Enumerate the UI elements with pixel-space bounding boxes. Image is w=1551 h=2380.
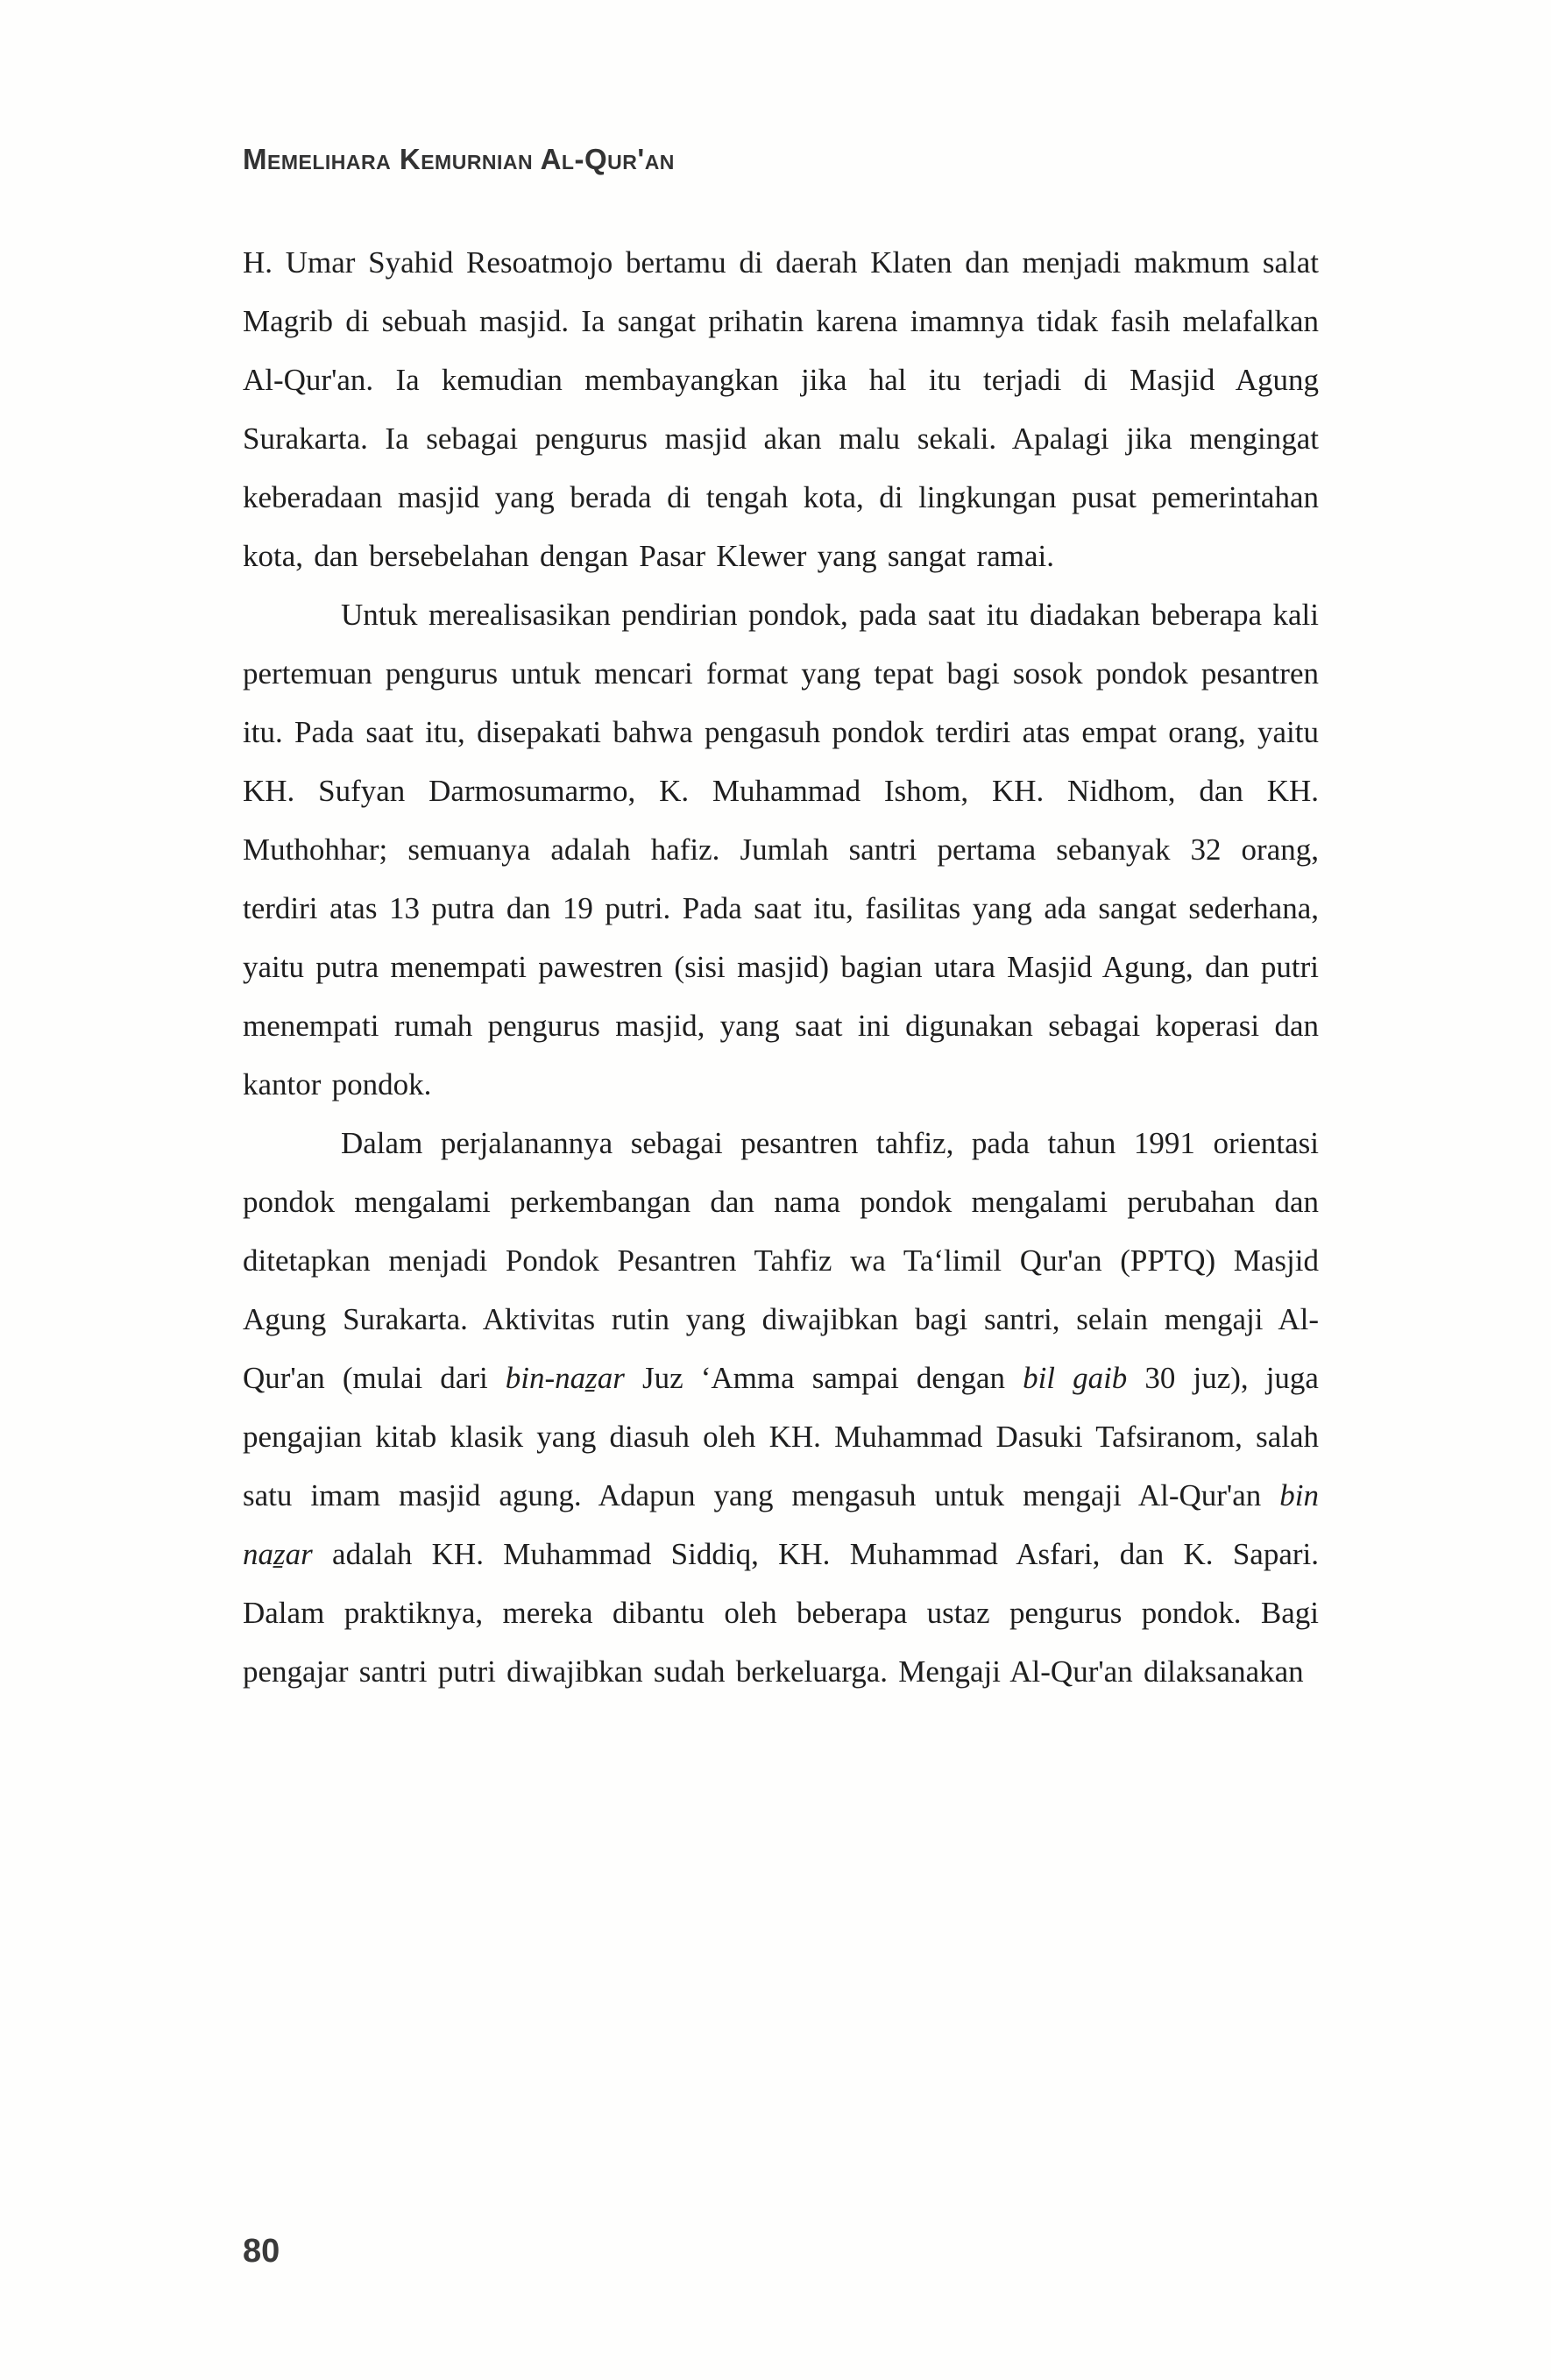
text-run: adalah KH. Muhammad Siddiq, KH. Muhammad Asfari, dan K. Sapari. Dalam praktiknya, mereka dibantu oleh beberapa ustaz pengurus pondok. Bagi pengajar santri putri diwajibkan sudah berkeluarga. Mengaji Al-Qur'an dilaksanakan [243, 1537, 1319, 1689]
italic-text-run: bin naẕar [243, 1478, 1319, 1571]
paragraph [243, 233, 1319, 585]
text-run: Untuk merealisasikan pendirian pondok, pada saat itu diadakan beberapa kali pertemuan pengurus untuk mencari format yang tepat bagi sosok pondok pesantren itu. Pada saat itu, disepakati bahwa pengasuh pondok terdiri atas empat orang, yaitu KH. Sufyan Darmosumarmo, K. Muhammad Ishom, KH. Nidhom, dan KH. Muthohhar; semuanya adalah hafiz. Jumlah santri pertama sebanyak 32 orang, terdiri atas 13 putra dan 19 putri. Pada saat itu, fasilitas yang ada sangat sederhana, yaitu putra menempati pawestren (sisi masjid) bagian utara Masjid Agung, dan putri menempati rumah pengurus masjid, yang saat ini digunakan sebagai koperasi dan kantor pondok. [243, 598, 1319, 1101]
text-run: Juz ‘Amma sampai dengan [624, 1361, 1023, 1395]
paragraph [243, 585, 1319, 1114]
page-number: 80 [243, 2233, 280, 2270]
text-run: Dalam perjalanannya sebagai pesantren tahfiz, pada tahun 1991 orientasi pondok mengalami perkembangan dan nama pondok mengalami perubahan dan ditetapkan menjadi Pondok Pesantren Tahfiz wa Ta‘limil Qur'an (PPTQ) Masjid Agung Surakarta. Aktivitas rutin yang diwajibkan bagi santri, selain mengaji Al-Qur'an (mulai dari [243, 1126, 1319, 1395]
italic-text-run: bil gaib [1023, 1361, 1128, 1395]
body-text [243, 233, 1319, 1701]
running-header: Memelihara Kemurnian Al-Qur'an [243, 143, 675, 175]
paragraph [243, 1114, 1319, 1701]
text-run: 30 juz), juga pengajian kitab klasik yang diasuh oleh KH. Muhammad Dasuki Tafsiranom, salah satu imam masjid agung. Adapun yang mengasuh untuk mengaji Al-Qur'an [243, 1361, 1319, 1512]
text-run: H. Umar Syahid Resoatmojo bertamu di daerah Klaten dan menjadi makmum salat Magrib di sebuah masjid. Ia sangat prihatin karena imamnya tidak fasih melafalkan Al-Qur'an. Ia kemudian membayangkan jika hal itu terjadi di Masjid Agung Surakarta. Ia sebagai pengurus masjid akan malu sekali. Apalagi jika mengingat keberadaan masjid yang berada di tengah kota, di lingkungan pusat pemerintahan kota, dan bersebelahan dengan Pasar Klewer yang sangat ramai. [243, 245, 1319, 573]
italic-text-run: bin-naẕar [505, 1361, 625, 1395]
